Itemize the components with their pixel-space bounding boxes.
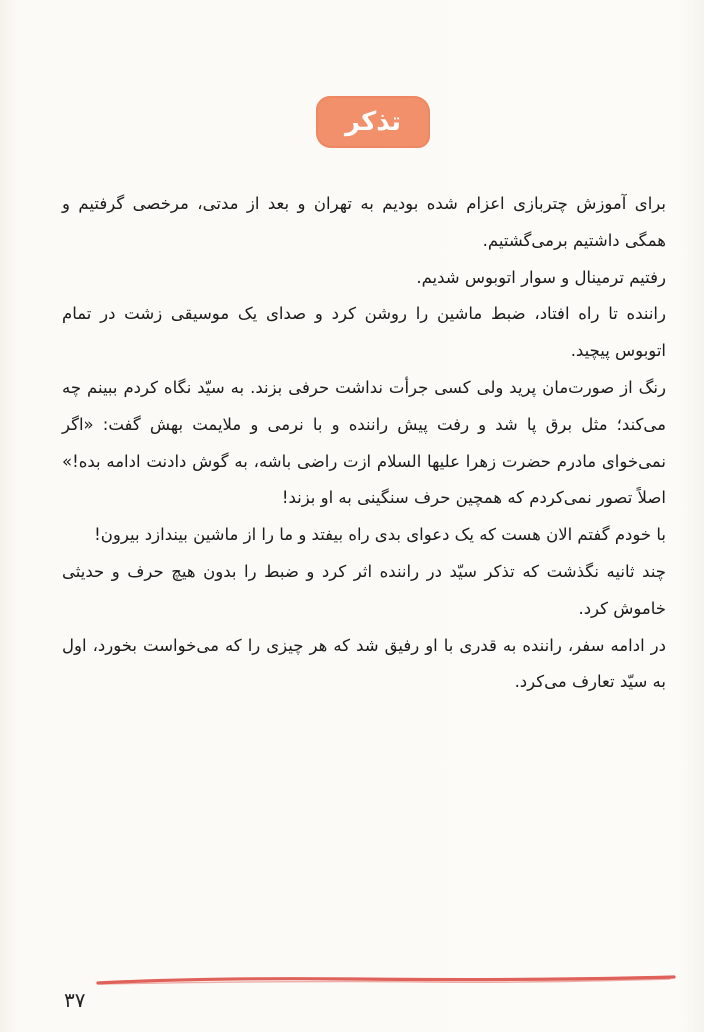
paragraph: برای آموزش چتربازی اعزام شده بودیم به تهران و بعد از مدتی، مرخصی گرفتیم و همگی داشتیم برمی‌گشتیم.	[62, 194, 666, 250]
paragraph: چند ثانیه نگذشت که تذکر سیّد در راننده اثر کرد و ضبط را بدون هیچ حرف و حدیثی خاموش کرد.	[62, 561, 666, 618]
paragraph: راننده تا راه افتاد، ضبط ماشین را روشن کرد و صدای یک موسیقی زشت در تمام اتوبوس پیچید.	[62, 304, 666, 361]
title-badge	[316, 96, 430, 148]
page-title: تذکر	[344, 107, 402, 137]
page-number: ۳۷	[64, 988, 86, 1012]
paragraph: در ادامه سفر، راننده به قدری با او رفیق شد که هر چیزی را که می‌خواست بخورد، اول به سیّد تعارف می‌کرد.	[62, 635, 666, 692]
story-text	[62, 186, 666, 701]
paragraph: رفتیم ترمینال و سوار اتوبوس شدیم.	[416, 267, 666, 287]
footer-rule	[96, 974, 676, 988]
paragraph: رنگ از صورت‌مان پرید ولی کسی جرأت نداشت حرفی بزند. به سیّد نگاه کردم ببینم چه می‌کند؛ مثل برق پا شد و رفت پیش راننده و با نرمی و ملایمت بهش گفت: «اگر نمی‌خوای مادرم حضرت زهرا علیها السلام ازت راضی باشه، به گوش دادنت ادامه بده!» اصلاً تصور نمی‌کردم که همچین حرف سنگینی به او بزند!	[62, 377, 666, 508]
paragraph: با خودم گفتم الان هست که یک دعوای بدی راه بیفتد و ما را از ماشین بیندازد بیرون!	[94, 525, 666, 545]
